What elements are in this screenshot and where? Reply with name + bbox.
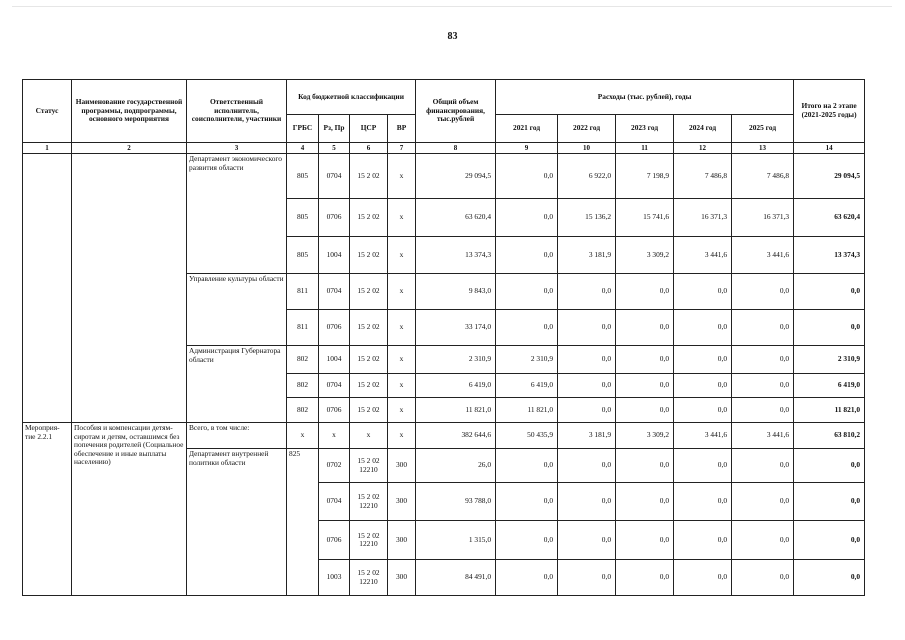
- cell-2024: 3 441,6: [674, 237, 732, 274]
- cell-2022: 0,0: [558, 521, 616, 560]
- header-year-2024: 2024 год: [674, 115, 732, 143]
- header-stage-total: Итого на 2 этапе (2021-2025 годы): [794, 80, 865, 143]
- cell-vr: x: [388, 237, 416, 274]
- cell-stage: 63 620,4: [794, 199, 865, 237]
- header-grbs: ГРБС: [287, 115, 319, 143]
- cell-rzpr: 0704: [319, 274, 350, 310]
- cell-vr: x: [388, 154, 416, 199]
- executor-dept-internal: Департамент внутренней политики области: [187, 449, 287, 596]
- cell-stage: 0,0: [794, 560, 865, 596]
- cell-2022: 3 181,9: [558, 423, 616, 449]
- header-total-volume: Общий объем финансирования, тыс.рублей: [416, 80, 496, 143]
- cell-csr: 15 2 02 12210: [350, 521, 388, 560]
- cell-total: 2 310,9: [416, 346, 496, 374]
- cell-rzpr: 0706: [319, 199, 350, 237]
- cell-csr: 15 2 02: [350, 310, 388, 346]
- cell-2024: 0,0: [674, 398, 732, 423]
- cell-2023: 0,0: [616, 274, 674, 310]
- column-number-row: [23, 143, 865, 154]
- cell-rzpr: 0704: [319, 374, 350, 398]
- cell-grbs: 802: [287, 398, 319, 423]
- cell-csr: 15 2 02: [350, 374, 388, 398]
- page-number: 83: [447, 31, 458, 42]
- cell-2021: 0,0: [496, 154, 558, 199]
- table-row-total: [23, 423, 865, 449]
- cell-rzpr: 0706: [319, 310, 350, 346]
- cell-2025: 0,0: [732, 483, 794, 521]
- cell-2023: 0,0: [616, 560, 674, 596]
- cell-2021: 6 419,0: [496, 374, 558, 398]
- cell-vr: x: [388, 199, 416, 237]
- executor-dept-econ: Департамент экономического развития области: [187, 154, 287, 274]
- name-cell-empty: [72, 154, 187, 423]
- cell-stage: 2 310,9: [794, 346, 865, 374]
- header-year-2022: 2022 год: [558, 115, 616, 143]
- cell-csr: 15 2 02 12210: [350, 449, 388, 483]
- cell-stage: 0,0: [794, 483, 865, 521]
- cell-2022: 0,0: [558, 346, 616, 374]
- header-year-2023: 2023 год: [616, 115, 674, 143]
- col-number: 9: [496, 143, 558, 154]
- cell-2023: 0,0: [616, 521, 674, 560]
- cell-csr: x: [350, 423, 388, 449]
- cell-2024: 7 486,8: [674, 154, 732, 199]
- cell-rzpr: 1003: [319, 560, 350, 596]
- cell-stage: 29 094,5: [794, 154, 865, 199]
- cell-2025: 0,0: [732, 560, 794, 596]
- cell-stage: 13 374,3: [794, 237, 865, 274]
- cell-total: 29 094,5: [416, 154, 496, 199]
- cell-grbs: x: [287, 423, 319, 449]
- cell-2021: 11 821,0: [496, 398, 558, 423]
- cell-rzpr: x: [319, 423, 350, 449]
- col-number: 12: [674, 143, 732, 154]
- cell-2025: 0,0: [732, 521, 794, 560]
- cell-2021: 0,0: [496, 199, 558, 237]
- col-number: 14: [794, 143, 865, 154]
- col-number: 3: [187, 143, 287, 154]
- cell-2023: 15 741,6: [616, 199, 674, 237]
- cell-csr: 15 2 02: [350, 274, 388, 310]
- header-rzpr: Рз, Пр: [319, 115, 350, 143]
- cell-2022: 6 922,0: [558, 154, 616, 199]
- cell-total: 33 174,0: [416, 310, 496, 346]
- col-number: 13: [732, 143, 794, 154]
- col-number: 7: [388, 143, 416, 154]
- cell-2022: 0,0: [558, 374, 616, 398]
- cell-grbs: 805: [287, 154, 319, 199]
- status-measure-2-2-1: Мероприя-тие 2.2.1: [23, 423, 72, 596]
- cell-2022: 0,0: [558, 560, 616, 596]
- cell-2021: 2 310,9: [496, 346, 558, 374]
- cell-total: 84 491,0: [416, 560, 496, 596]
- cell-2024: 0,0: [674, 483, 732, 521]
- cell-2023: 0,0: [616, 449, 674, 483]
- cell-csr: 15 2 02: [350, 398, 388, 423]
- col-number: 10: [558, 143, 616, 154]
- status-cell-empty: [23, 154, 72, 423]
- executor-total-label: Всего, в том числе:: [187, 423, 287, 449]
- cell-rzpr: 1004: [319, 346, 350, 374]
- header-year-2021: 2021 год: [496, 115, 558, 143]
- cell-2025: 0,0: [732, 274, 794, 310]
- cell-stage: 11 821,0: [794, 398, 865, 423]
- cell-2025: 0,0: [732, 398, 794, 423]
- cell-vr: x: [388, 398, 416, 423]
- cell-total: 1 315,0: [416, 521, 496, 560]
- cell-grbs: 811: [287, 310, 319, 346]
- cell-2021: 0,0: [496, 310, 558, 346]
- cell-stage: 0,0: [794, 310, 865, 346]
- cell-2021: 0,0: [496, 274, 558, 310]
- cell-rzpr: 0704: [319, 154, 350, 199]
- cell-2025: 0,0: [732, 310, 794, 346]
- cell-csr: 15 2 02: [350, 154, 388, 199]
- cell-grbs: 805: [287, 237, 319, 274]
- cell-2024: 0,0: [674, 374, 732, 398]
- cell-2023: 0,0: [616, 310, 674, 346]
- cell-2025: 16 371,3: [732, 199, 794, 237]
- cell-2022: 15 136,2: [558, 199, 616, 237]
- cell-2025: 0,0: [732, 449, 794, 483]
- cell-rzpr: 0704: [319, 483, 350, 521]
- cell-total: 93 788,0: [416, 483, 496, 521]
- cell-stage: 63 810,2: [794, 423, 865, 449]
- cell-2023: 0,0: [616, 398, 674, 423]
- cell-csr: 15 2 02 12210: [350, 483, 388, 521]
- col-number: 11: [616, 143, 674, 154]
- col-number: 6: [350, 143, 388, 154]
- cell-vr: x: [388, 346, 416, 374]
- cell-rzpr: 0706: [319, 521, 350, 560]
- cell-csr: 15 2 02: [350, 199, 388, 237]
- cell-2022: 0,0: [558, 310, 616, 346]
- header-status: Статус: [23, 80, 72, 143]
- cell-vr: x: [388, 310, 416, 346]
- cell-2021: 50 435,9: [496, 423, 558, 449]
- cell-total: 11 821,0: [416, 398, 496, 423]
- cell-2021: 0,0: [496, 483, 558, 521]
- cell-total: 382 644,6: [416, 423, 496, 449]
- measure-name-2-2-1: Пособия и компенсации детям-сиротам и детям, оставшимся без попечения родителей (Социальное обеспечение и иные выплаты населению): [72, 423, 187, 596]
- cell-vr: 300: [388, 483, 416, 521]
- cell-vr: 300: [388, 560, 416, 596]
- cell-csr: 15 2 02 12210: [350, 560, 388, 596]
- cell-total: 26,0: [416, 449, 496, 483]
- cell-2023: 7 198,9: [616, 154, 674, 199]
- cell-2023: 3 309,2: [616, 237, 674, 274]
- col-number: 8: [416, 143, 496, 154]
- cell-2021: 0,0: [496, 449, 558, 483]
- executor-culture: Управление культуры области: [187, 274, 287, 346]
- header-name: Наименование государственной программы, подпрограммы, основного мероприятия: [72, 80, 187, 143]
- cell-2023: 3 309,2: [616, 423, 674, 449]
- cell-2025: 3 441,6: [732, 423, 794, 449]
- header-year-2025: 2025 год: [732, 115, 794, 143]
- cell-2024: 0,0: [674, 274, 732, 310]
- header-executor: Ответственный исполнитель, соисполнители, участники: [187, 80, 287, 143]
- cell-vr: x: [388, 274, 416, 310]
- cell-csr: 15 2 02: [350, 237, 388, 274]
- cell-csr: 15 2 02: [350, 346, 388, 374]
- cell-grbs: 802: [287, 346, 319, 374]
- header-budget-code: Код бюджетной классификации: [287, 80, 416, 115]
- col-number: 4: [287, 143, 319, 154]
- cell-stage: 6 419,0: [794, 374, 865, 398]
- cell-2024: 0,0: [674, 346, 732, 374]
- cell-stage: 0,0: [794, 274, 865, 310]
- header-csr: ЦСР: [350, 115, 388, 143]
- cell-total: 63 620,4: [416, 199, 496, 237]
- col-number: 2: [72, 143, 187, 154]
- cell-2022: 0,0: [558, 483, 616, 521]
- cell-vr: 300: [388, 521, 416, 560]
- cell-vr: x: [388, 423, 416, 449]
- cell-2025: 3 441,6: [732, 237, 794, 274]
- cell-2022: 3 181,9: [558, 237, 616, 274]
- cell-rzpr: 1004: [319, 237, 350, 274]
- cell-grbs: 811: [287, 274, 319, 310]
- col-number: 1: [23, 143, 72, 154]
- cell-total: 6 419,0: [416, 374, 496, 398]
- cell-vr: x: [388, 374, 416, 398]
- header-vr: ВР: [388, 115, 416, 143]
- cell-2023: 0,0: [616, 374, 674, 398]
- col-number: 5: [319, 143, 350, 154]
- cell-2021: 0,0: [496, 237, 558, 274]
- cell-2025: 0,0: [732, 346, 794, 374]
- cell-2024: 0,0: [674, 310, 732, 346]
- table-row: [23, 154, 865, 199]
- cell-2021: 0,0: [496, 521, 558, 560]
- cell-total: 9 843,0: [416, 274, 496, 310]
- cell-grbs: 802: [287, 374, 319, 398]
- cell-rzpr: 0702: [319, 449, 350, 483]
- cell-2022: 0,0: [558, 449, 616, 483]
- cell-2021: 0,0: [496, 560, 558, 596]
- cell-2024: 16 371,3: [674, 199, 732, 237]
- cell-2025: 0,0: [732, 374, 794, 398]
- cell-grbs: 825: [287, 449, 319, 596]
- cell-rzpr: 0706: [319, 398, 350, 423]
- cell-2024: 0,0: [674, 521, 732, 560]
- cell-grbs: 805: [287, 199, 319, 237]
- cell-2022: 0,0: [558, 398, 616, 423]
- budget-table: [22, 79, 865, 596]
- header-expenses: Расходы (тыс. рублей), годы: [496, 80, 794, 115]
- cell-2024: 0,0: [674, 560, 732, 596]
- cell-2024: 3 441,6: [674, 423, 732, 449]
- cell-2023: 0,0: [616, 483, 674, 521]
- cell-vr: 300: [388, 449, 416, 483]
- cell-2022: 0,0: [558, 274, 616, 310]
- scan-top-edge: [12, 6, 892, 7]
- cell-stage: 0,0: [794, 449, 865, 483]
- cell-2024: 0,0: [674, 449, 732, 483]
- cell-2023: 0,0: [616, 346, 674, 374]
- cell-total: 13 374,3: [416, 237, 496, 274]
- cell-2025: 7 486,8: [732, 154, 794, 199]
- cell-stage: 0,0: [794, 521, 865, 560]
- executor-admin: Администрация Губернатора области: [187, 346, 287, 423]
